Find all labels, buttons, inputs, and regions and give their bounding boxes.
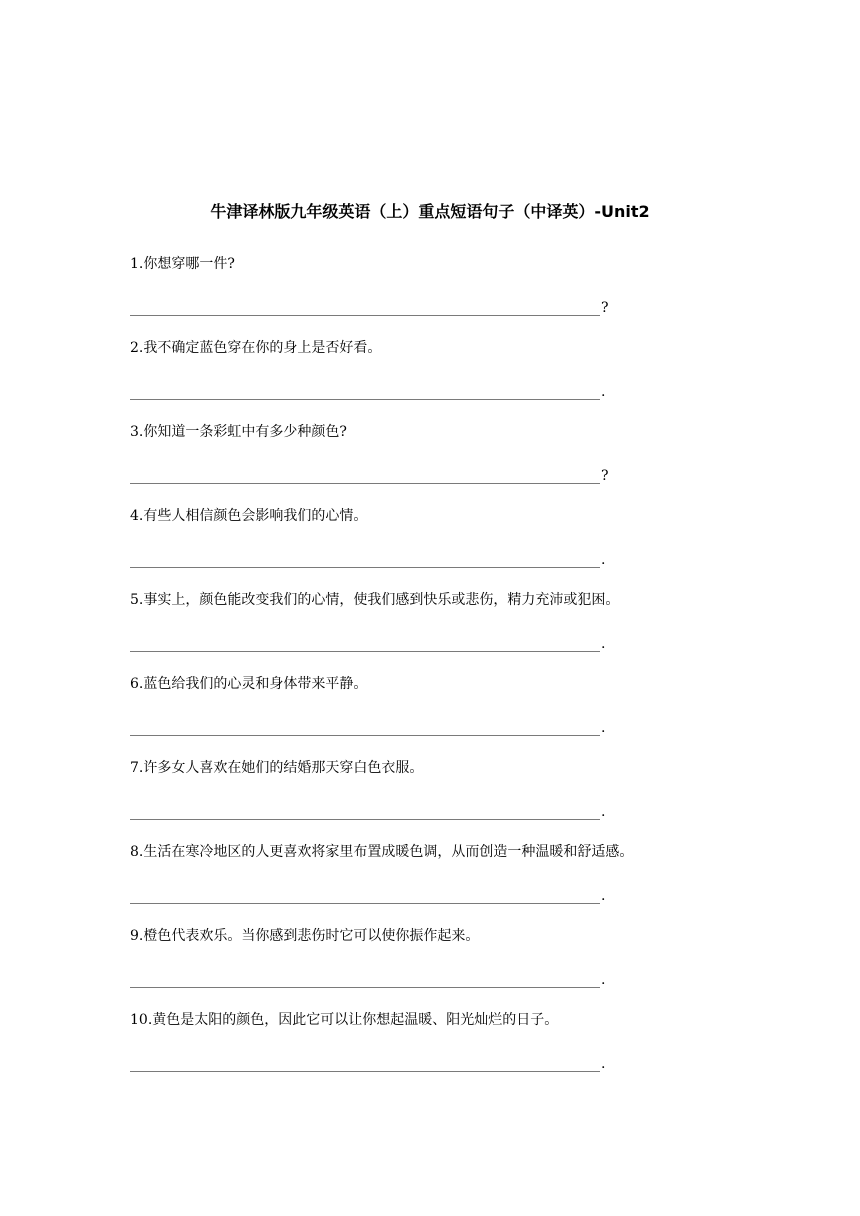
answer-blank-line[interactable] <box>130 889 600 904</box>
answer-end-punctuation: . <box>601 888 606 904</box>
answer-blank-line[interactable] <box>130 721 600 736</box>
answer-blank-line[interactable] <box>130 805 600 820</box>
question-item <box>130 926 810 1010</box>
question-item <box>130 1010 810 1094</box>
answer-end-punctuation: ? <box>601 300 609 316</box>
question-prompt: 3.你知道一条彩虹中有多少种颜色? <box>130 424 347 440</box>
question-item <box>130 758 810 842</box>
question-item <box>130 842 810 926</box>
answer-blank-line[interactable] <box>130 637 600 652</box>
question-prompt: 6.蓝色给我们的心灵和身体带来平静。 <box>130 676 368 692</box>
question-prompt: 7.许多女人喜欢在她们的结婚那天穿白色衣服。 <box>130 760 424 776</box>
answer-end-punctuation: . <box>601 384 606 400</box>
answer-row <box>130 380 605 400</box>
answer-end-punctuation: ? <box>601 468 609 484</box>
question-list <box>130 254 810 1094</box>
page-title: 牛津译林版九年级英语（上）重点短语句子（中译英）-Unit2 <box>210 202 650 221</box>
answer-row <box>130 884 605 904</box>
answer-end-punctuation: . <box>601 552 606 568</box>
question-item <box>130 506 810 590</box>
answer-row <box>130 464 609 484</box>
question-item <box>130 590 810 674</box>
answer-end-punctuation: . <box>601 636 606 652</box>
answer-blank-line[interactable] <box>130 1057 600 1072</box>
question-prompt: 8.生活在寒冷地区的人更喜欢将家里布置成暖色调，从而创造一种温暖和舒适感。 <box>130 844 634 860</box>
answer-row <box>130 800 605 820</box>
question-prompt: 10.黄色是太阳的颜色，因此它可以让你想起温暖、阳光灿烂的日子。 <box>130 1012 559 1028</box>
question-prompt: 2.我不确定蓝色穿在你的身上是否好看。 <box>130 340 382 356</box>
answer-blank-line[interactable] <box>130 973 600 988</box>
question-prompt: 1.你想穿哪一件? <box>130 256 235 272</box>
answer-row <box>130 716 605 736</box>
answer-blank-line[interactable] <box>130 469 600 484</box>
answer-row <box>130 1052 605 1072</box>
answer-end-punctuation: . <box>601 720 606 736</box>
question-item <box>130 338 810 422</box>
answer-blank-line[interactable] <box>130 301 600 316</box>
answer-blank-line[interactable] <box>130 553 600 568</box>
answer-row <box>130 548 605 568</box>
answer-row <box>130 296 609 316</box>
question-prompt: 5.事实上，颜色能改变我们的心情，使我们感到快乐或悲伤，精力充沛或犯困。 <box>130 592 620 608</box>
question-item <box>130 422 810 506</box>
answer-end-punctuation: . <box>601 972 606 988</box>
question-item <box>130 674 810 758</box>
answer-end-punctuation: . <box>601 1056 606 1072</box>
answer-end-punctuation: . <box>601 804 606 820</box>
answer-blank-line[interactable] <box>130 385 600 400</box>
answer-row <box>130 968 605 988</box>
question-prompt: 9.橙色代表欢乐。当你感到悲伤时它可以使你振作起来。 <box>130 928 480 944</box>
answer-row <box>130 632 605 652</box>
question-prompt: 4.有些人相信颜色会影响我们的心情。 <box>130 508 368 524</box>
question-item <box>130 254 810 338</box>
